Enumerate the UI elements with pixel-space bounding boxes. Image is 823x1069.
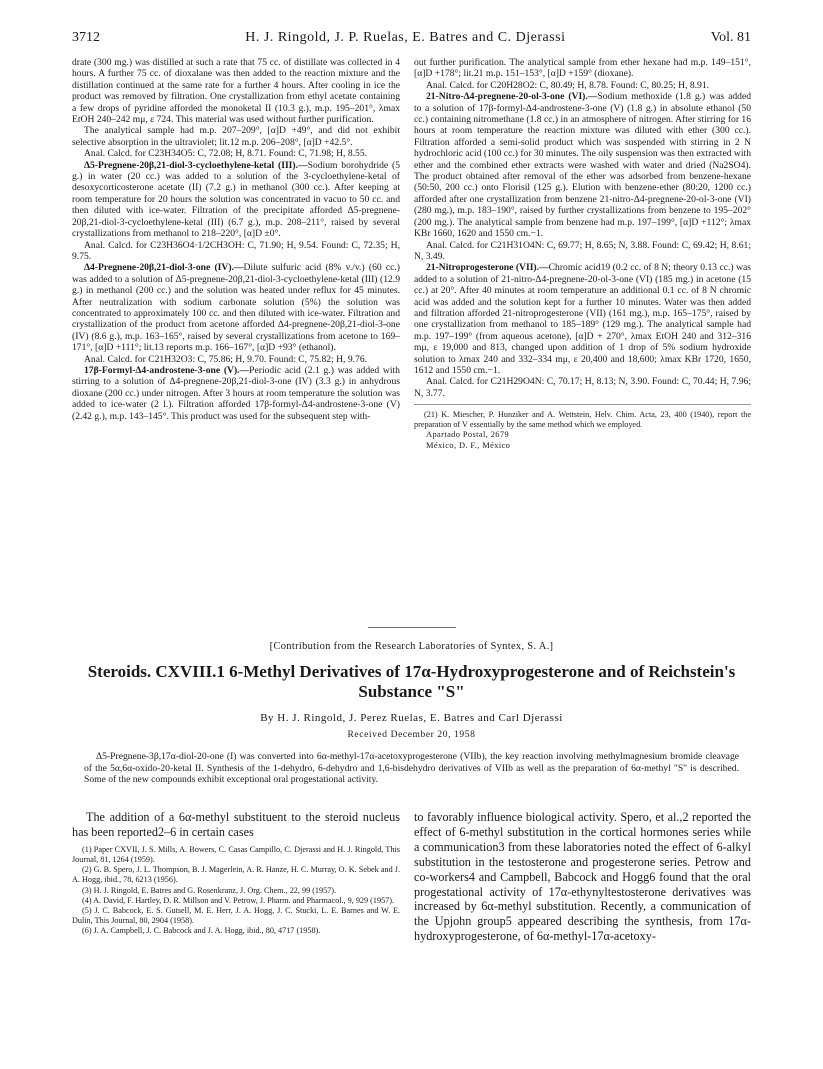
section-divider: [368, 627, 456, 628]
abstract: Δ5-Pregnene-3β,17α-diol-20-one (I) was converted into 6α-methyl-17α-acetoxyprogesterone (VIIb), the key reaction involving methylmagnesium bromide cleavage of the 5α,6α-oxido-20-ketal II. Synthesis of the 1-dehydro, 6-dehydro and 1,6-bisdehydro derivatives of VIIb as well as the preparation of 6α-methyl "S" is described. Some of the new compounds exhibit exceptional oral progestational activity.: [84, 751, 739, 786]
footnote: (1) Paper CXVII, J. S. Mills, A. Bowers, C. Casas Campillo, C. Djerassi and H. J. Ringold, This Journal, 81, 1264 (1959).: [72, 844, 400, 865]
intro-paragraph: to favorably influence biological activity. Spero, et al.,2 reported the effect of 6-methyl substitution in the cortical hormones series while a communication3 from these laboratories noted the effect of 6-alkyl substitution in the testosterone and progesterone series. Petrow and co-workers4 and Campbell, Babcock and Hogg6 found that the oral progestational activity of 17α-ethynyltestosterone derivatives was increased by 6α-methyl substitution. Recently, a communication of the Upjohn group5 appeared describing the synthesis, from 17α-hydroxyprogesterone, of 6α-methyl-17α-acetoxy-: [414, 810, 751, 944]
compound-heading: 17β-Formyl-Δ4-androstene-3-one (V).—: [84, 364, 250, 376]
paragraph: drate (300 mg.) was distilled at such a rate that 75 cc. of distillate was collected in 4 hours. A further 75 cc. of dioxalane was then added to the reaction mixture and the distillation continued at the same rate for a further 4 hours. After cooling in ice the product was removed by filtration. One crystallization from ethyl acetate containing a few drops of pyridine afforded the monoketal II (10.3 g.), m.p. 195–201°, λmax EtOH 240–242 mμ, ε 724. This material was used without further purification.: [72, 57, 400, 126]
running-title: H. J. Ringold, J. P. Ruelas, E. Batres and C. Djerassi: [245, 30, 566, 45]
paragraph: Anal. Calcd. for C23H34O5: C, 72.08; H, 8.71. Found: C, 71.98; H, 8.55.: [84, 148, 368, 160]
paragraph: Anal. Calcd. for C21H31O4N: C, 69.77; H, 8.65; N, 3.88. Found: C, 69.42; H, 8.61; N, 3.49.: [414, 239, 751, 262]
footnote: (6) J. A. Campbell, J. C. Babcock and J. A. Hogg, ibid., 80, 4717 (1958).: [82, 926, 321, 936]
received-date: Received December 20, 1958: [347, 730, 476, 740]
compound-heading: Δ4-Pregnene-20β,21-diol-3-one (IV).—: [84, 262, 244, 274]
address-line-1: Apartado Postal, 2679: [426, 430, 510, 440]
running-header: [72, 30, 751, 48]
footnotes: [72, 845, 400, 937]
compound-heading: 21-Nitro-Δ4-pregnene-20-ol-3-one (VI).—: [426, 91, 598, 103]
intro-paragraph: The addition of a 6α-methyl substituent to the steroid nucleus has been reported2–6 in certain cases: [72, 810, 400, 839]
paragraph: 21-Nitro-Δ4-pregnene-20-ol-3-one (VI).—Sodium methoxide (1.8 g.) was added to a solution of 17β-formyl-Δ4-androstene-3-one (V) (1.8 g.) in absolute ethanol (50 cc.) containing nitromethane (1.8 cc.) in an atmosphere of nitrogen. After stirring for 16 hours at room temperature the reaction mixture was diluted with ether (300 cc.). Filtration afforded a semi-solid product which was suspended with stirring in 2 N hydrochloric acid (100 cc.) for 30 minutes. The oily suspension was then extracted with ether and the combined ether extracts were washed with water and dried (Na2SO4). The product obtained after removal of the ether was adsorbed from benzene-hexane (50:50, 200 cc.) onto Florisil (125 g.). Elution with benzene-ether (80:20, 1200 cc.) afforded after one crystallization from benzene 21-nitro-Δ4-pregnene-20-ol-3-one (VI) (280 mg.), m.p. 183–190°, raised by further crystallizations from benzene to 195–202° (200 mg.). The analytical sample from benzene had m.p. 197–199°, [α]D +112°; λmax KBr 1660, 1620 and 1550 cm.−1.: [414, 91, 751, 240]
paragraph: 17β-Formyl-Δ4-androstene-3-one (V).—Periodic acid (2.1 g.) was added with stirring to a solution of Δ4-pregnene-20β,21-diol-3-one (IV) (3.3 g.) in anhydrous dioxane (200 cc.) under nitrogen. After 3 hours at room temperature the solution was added to ice-water (2 l.). Filtration afforded 17β-formyl-Δ4-androstene-3-one (V) (2.42 g.), m.p. 143–145°. This product was used for the subsequent step with-: [72, 364, 400, 422]
paragraph: Anal. Calcd. for C21H32O3: C, 75.86; H, 9.70. Found: C, 75.82; H, 9.76.: [84, 353, 368, 365]
page-number: 3712: [72, 30, 100, 45]
article-title: Steroids. CXVIII.1 6-Methyl Derivatives of 17α-Hydroxyprogesterone and of Reichstein's Substance "S": [87, 662, 736, 701]
compound-heading: 21-Nitroprogesterone (VII).—: [426, 262, 549, 274]
author-line: By H. J. Ringold, J. Perez Ruelas, E. Batres and Carl Djerassi: [260, 712, 563, 724]
contribution-line: [Contribution from the Research Laboratories of Syntex, S. A.]: [269, 641, 554, 652]
paragraph: Anal. Calcd. for C21H29O4N: C, 70.17; H, 8.13; N, 3.90. Found: C, 70.44; H, 7.96; N, 3.77.: [414, 376, 751, 399]
paragraph: Anal. Calcd. for C23H36O4·1/2CH3OH: C, 71.90; H, 9.54. Found: C, 72.35; H, 9.75.: [72, 239, 400, 262]
address-line-2: México, D. F., México: [426, 440, 511, 450]
paragraph: out further purification. The analytical sample from ether hexane had m.p. 149–151°, [α]D +178°; lit.21 m.p. 151–153°, [α]D +159° (dioxane).: [414, 57, 751, 80]
footnote: (5) J. C. Babcock, E. S. Gutsell, M. E. Herr, J. A. Hogg, J. C. Stucki, L. E. Barnes and W. E. Dulin, This Journal, 80, 2904 (1958).: [72, 906, 400, 926]
intro-left-column: [72, 810, 400, 1055]
footnote: (2) G. B. Spero, J. L. Thompson, B. J. Magerlein, A. R. Hanze, H. C. Murray, O. K. Sebek and J. A. Hogg, ibid., 78, 6213 (1956).: [72, 865, 400, 885]
experimental-right-column: [414, 57, 751, 607]
paragraph: Δ5-Pregnene-20β,21-diol-3-cycloethylene-ketal (III).—Sodium borohydride (5 g.) in water (20 cc.) was added to a solution of the 3-cycloethylene-ketal of desoxycorticosterone acetate (II) (7.2 g.) in methanol (300 cc.). After keeping at room temperature for 20 hours the solution was concentrated in vacuo to 50 cc. and then diluted with ice-water. Filtration of the precipitate afforded Δ5-pregnene-20β,21-diol-3-cycloethylene-ketal (III) (6.7 g.), m.p. 208–211°, raised by several crystallizations from methanol to 218–220°, [α]D ±0°.: [72, 159, 400, 240]
paragraph: Anal. Calcd. for C20H28O2: C, 80.49; H, 8.78. Found: C, 80.25; H, 8.91.: [426, 79, 710, 91]
intro-right-column: [414, 810, 751, 1055]
footnote: (4) A. David, F. Hartley, D. R. Millson and V. Petrow, J. Pharm. and Pharmacol., 9, 929 (1957).: [82, 895, 395, 905]
footnote: (3) H. J. Ringold, E. Batres and G. Rosenkranz, J. Org. Chem., 22, 99 (1957).: [82, 885, 337, 895]
footnote-21: (21) K. Miescher, P. Hunziker and A. Wettstein, Helv. Chim. Acta, 23, 400 (1940), report the preparation of V essentially by the same method which we employed.: [414, 404, 751, 430]
experimental-left-column: [72, 57, 400, 607]
paragraph: 21-Nitroprogesterone (VII).—Chromic acid19 (0.2 cc. of 8 N; theory 0.13 cc.) was added to a solution of 21-nitro-Δ4-pregnene-20-ol-3-one (VI) (185 mg.) in acetone (15 cc.) at 20°. After 40 minutes at room temperature an additional 0.1 cc. of 8 N chromic acid was added and the solution kept for a further 10 minutes. Water was then added and filtration afforded 21-nitroprogesterone (VII) (161 mg.), m.p. 165–175°, raised by one crystallization from methanol to 185–189° (129 mg.). The analytical sample had m.p. 197–199° (from aqueous acetone), [α]D + 270°, λmax EtOH 240 and 312–316 mμ, ε 19,000 and 813, changed upon addition of 1 drop of 5% sodium hydroxide solution to λmax 240 and 332–334 mμ, ε 20,400 and 18,600; λmax KBr 1720, 1650, 1612 and 1550 cm.−1.: [414, 262, 751, 376]
paragraph: The analytical sample had m.p. 207–209°, [α]D +49°, and did not exhibit selective absorption in the ultraviolet; lit.12 m.p. 206–208°, [α]D +42.5°.: [72, 125, 400, 148]
paragraph: Δ4-Pregnene-20β,21-diol-3-one (IV).—Dilute sulfuric acid (8% v./v.) (60 cc.) was added to a solution of Δ5-pregnene-20β,21-diol-3-cycloethylene-ketal (III) (12.9 g.) in methanol (200 cc.) and the solution was heated under reflux for 45 minutes. After neutralization with sodium carbonate solution (5%) the solution was concentrated to approximately 100 cc. and then diluted with ice-water. Filtration and crystallization of the product from acetone afforded Δ4-pregnene-20β,21-diol-3-one (IV) (8.6 g.), m.p. 163–165°, raised by several crystallizations from acetone to 169–171°, [α]D +111°; lit.13 reports m.p. 166–167°, [α]D +93° (ethanol).: [72, 262, 400, 354]
volume-label: Vol. 81: [710, 30, 751, 45]
compound-heading: Δ5-Pregnene-20β,21-diol-3-cycloethylene-ketal (III).—: [84, 159, 308, 171]
